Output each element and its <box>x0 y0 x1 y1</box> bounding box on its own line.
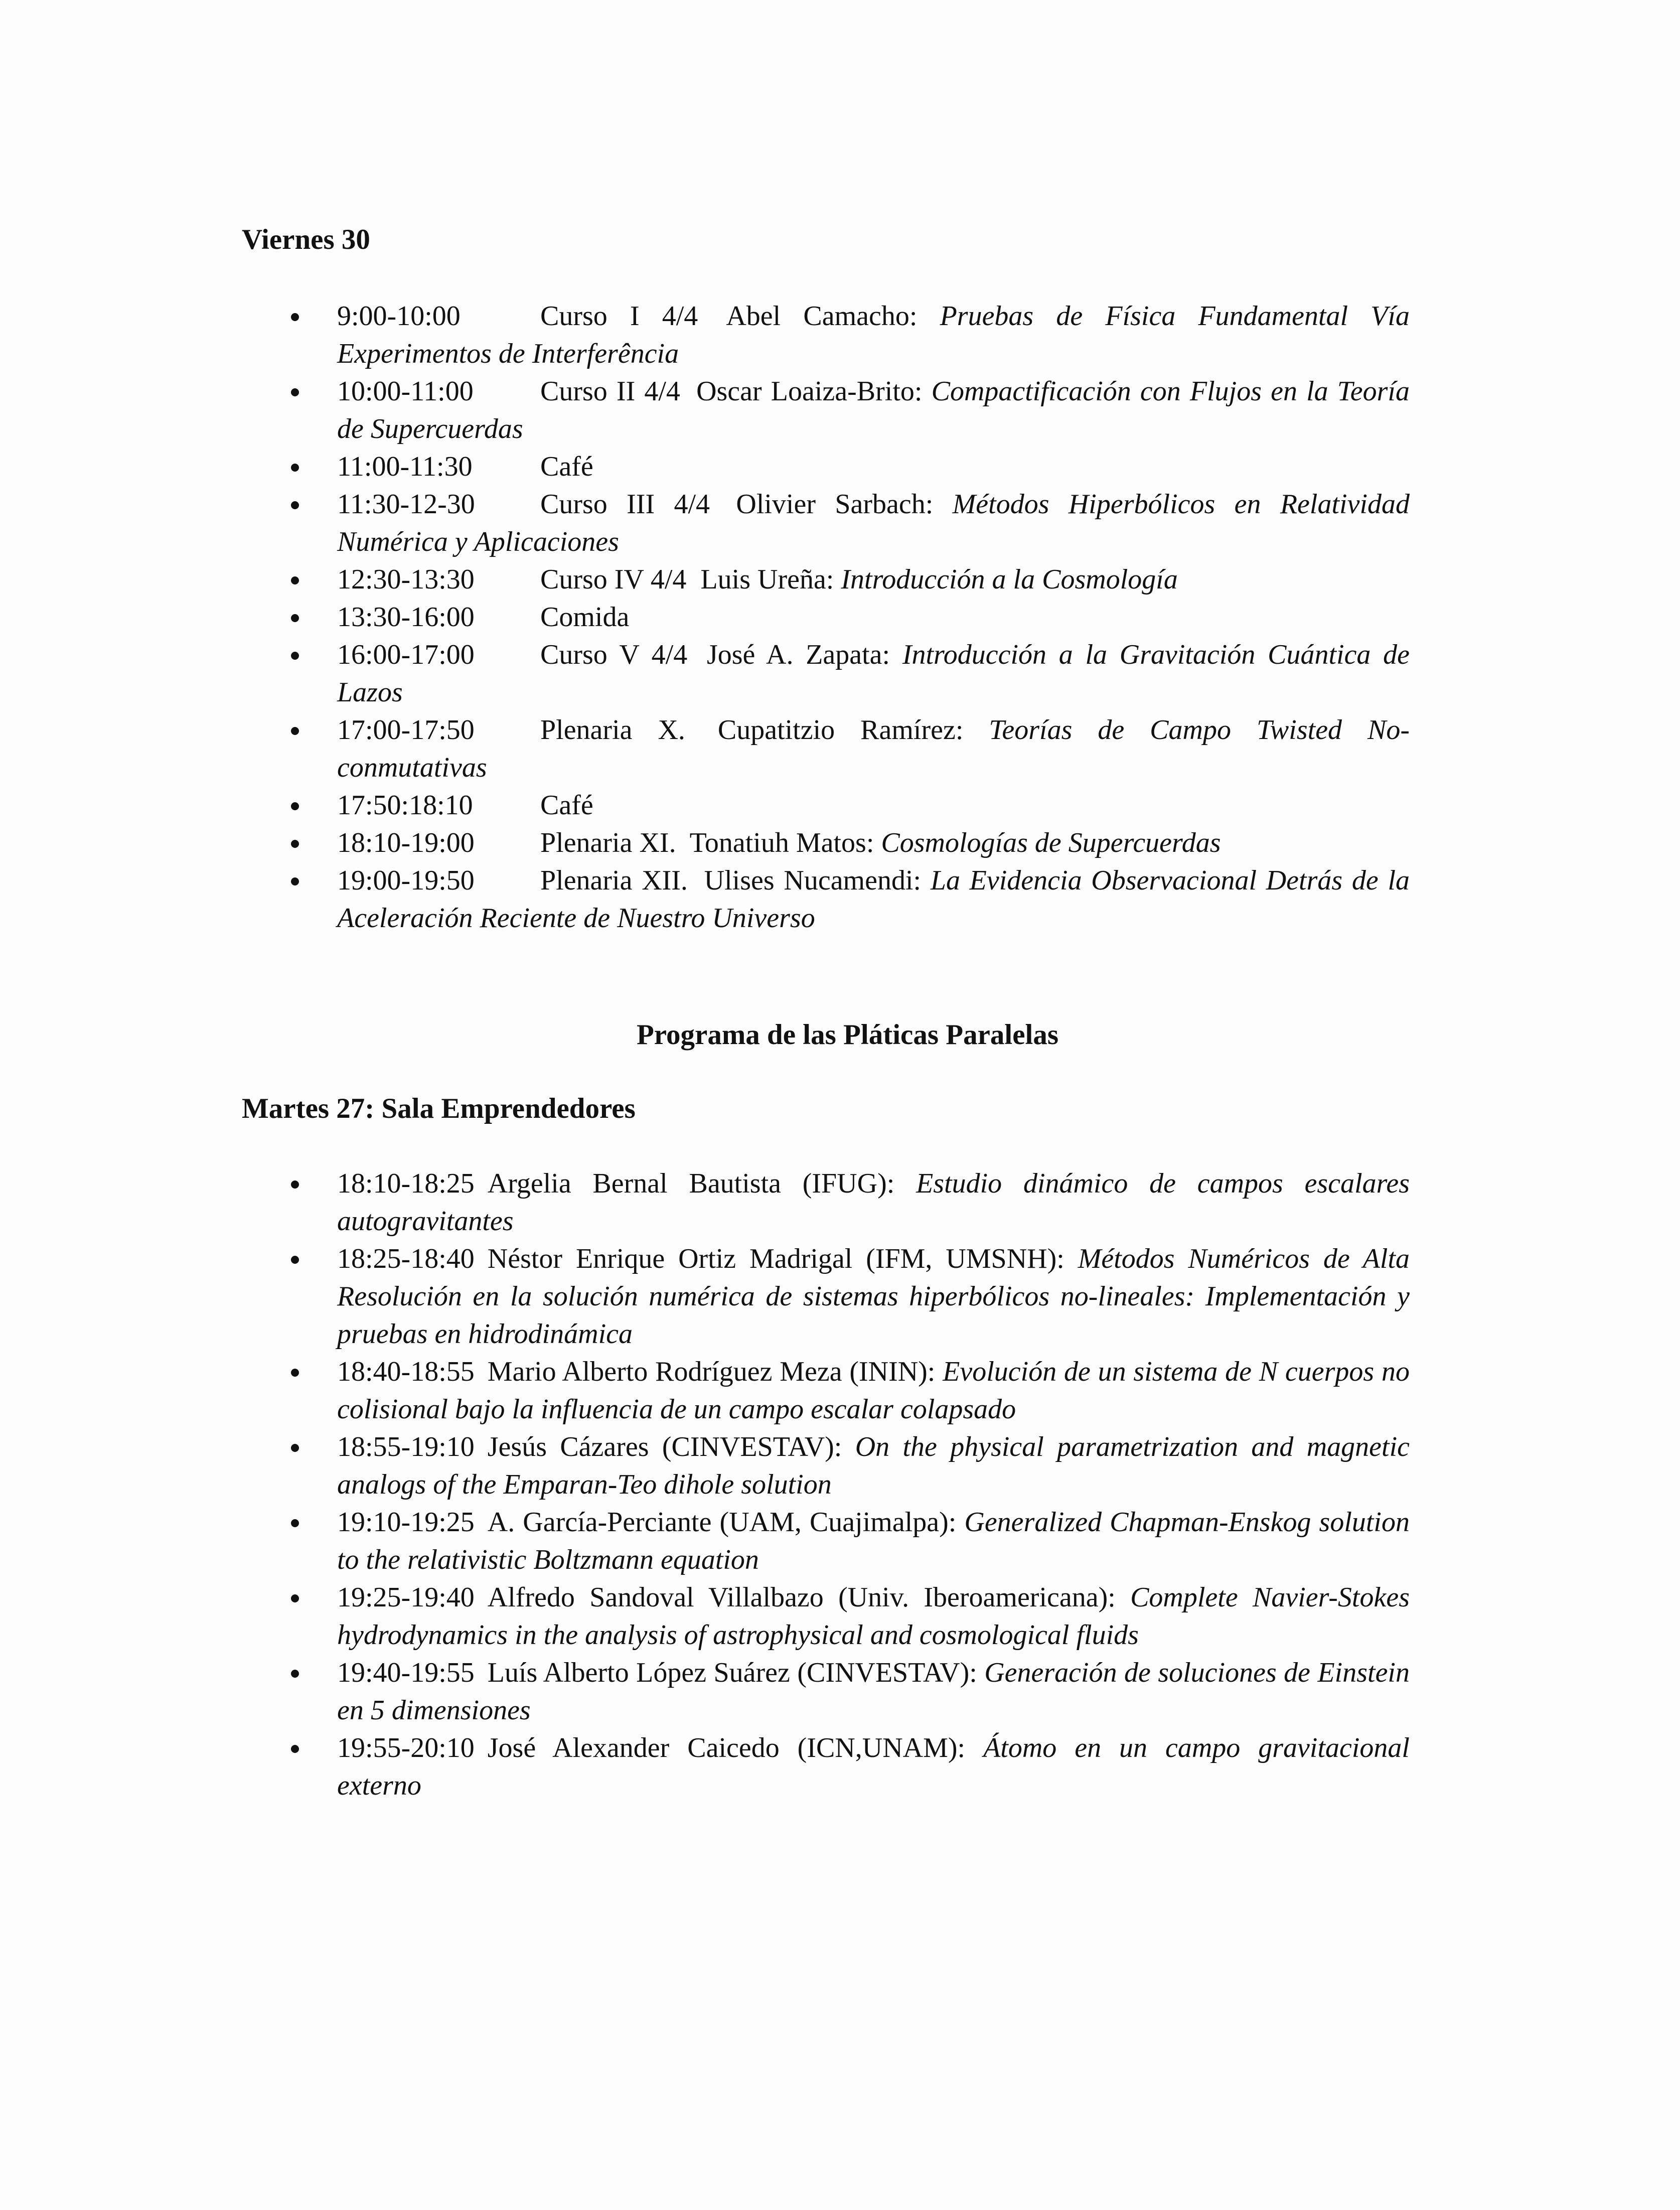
time-slot: 11:30-12-30 <box>337 489 475 520</box>
time-slot: 17:50:18:10 <box>337 790 473 821</box>
martes-schedule-list <box>281 1165 1410 1805</box>
talk-title: Introducción a la Gravitación Cuántica de Lazos <box>337 639 1410 708</box>
time-slot: 19:25-19:40 <box>337 1582 475 1613</box>
speaker-name: José A. Zapata: <box>706 639 890 670</box>
session-label: Plenaria X. <box>540 714 685 746</box>
list-item <box>281 1654 1410 1729</box>
session-label: Comida <box>540 602 630 633</box>
time-slot: 18:25-18:40 <box>337 1243 475 1274</box>
session-label: Curso III 4/4 <box>540 489 710 520</box>
talk-title: Átomo en un campo gravitacional externo <box>337 1732 1410 1801</box>
time-slot: 12:30-13:30 <box>337 564 475 595</box>
time-slot: 16:00-17:00 <box>337 639 475 670</box>
list-item <box>281 711 1410 787</box>
session-label: Plenaria XI. <box>540 827 676 858</box>
session-label: Café <box>540 790 593 821</box>
session-label: Curso I 4/4 <box>540 301 698 332</box>
speaker-name: Alfredo Sandoval Villalbazo (Univ. Iberoamericana): <box>487 1582 1116 1613</box>
list-item <box>281 862 1410 937</box>
time-slot: 19:55-20:10 <box>337 1732 475 1763</box>
talk-title: Complete Navier-Stokes hydrodynamics in the analysis of astrophysical and cosmological fluids <box>337 1582 1410 1651</box>
list-item <box>281 1579 1410 1654</box>
list-item <box>281 1729 1410 1805</box>
list-item <box>281 561 1410 599</box>
time-slot: 9:00-10:00 <box>337 301 461 332</box>
list-item <box>281 599 1410 636</box>
talk-title: Generalized Chapman-Enskog solution to the relativistic Boltzmann equation <box>337 1507 1410 1575</box>
time-slot: 18:55-19:10 <box>337 1431 475 1462</box>
talk-title: Métodos Numéricos de Alta Resolución en la solución numérica de sistemas hiperbólicos no-lineales: Implementación y pruebas en hidrodinámica <box>337 1243 1410 1350</box>
talk-title: La Evidencia Observacional Detrás de la Aceleración Reciente de Nuestro Universo <box>337 865 1410 934</box>
talk-title: Estudio dinámico de campos escalares autogravitantes <box>337 1168 1410 1237</box>
talk-title: Métodos Hiperbólicos en Relatividad Numérica y Aplicaciones <box>337 489 1410 557</box>
speaker-name: A. García-Perciante (UAM, Cuajimalpa): <box>487 1507 957 1538</box>
speaker-name: Oscar Loaiza-Brito: <box>696 376 923 407</box>
day-heading-martes: Martes 27: Sala Emprendedores <box>242 1093 636 1124</box>
speaker-name: Luis Ureña: <box>700 564 834 595</box>
list-item <box>281 373 1410 448</box>
speaker-name: Olivier Sarbach: <box>736 489 934 520</box>
speaker-name: Ulises Nucamendi: <box>704 865 922 896</box>
speaker-name: Cupatitzio Ramírez: <box>717 714 964 746</box>
talk-title: On the physical parametrization and magnetic analogs of the Emparan-Teo dihole solution <box>337 1431 1410 1500</box>
talk-title: Evolución de un sistema de N cuerpos no colisional bajo la influencia de un campo escalar colapsado <box>337 1356 1410 1425</box>
time-slot: 11:00-11:30 <box>337 451 473 482</box>
time-slot: 18:10-19:00 <box>337 827 475 858</box>
speaker-name: Argelia Bernal Bautista (IFUG): <box>487 1168 895 1199</box>
time-slot: 13:30-16:00 <box>337 602 475 633</box>
time-slot: 10:00-11:00 <box>337 376 474 407</box>
list-item <box>281 448 1410 486</box>
speaker-name: Néstor Enrique Ortiz Madrigal (IFM, UMSNH): <box>487 1243 1064 1274</box>
list-item <box>281 1428 1410 1504</box>
session-label: Café <box>540 451 593 482</box>
speaker-name: Luís Alberto López Suárez (CINVESTAV): <box>487 1657 977 1688</box>
session-label: Curso II 4/4 <box>540 376 680 407</box>
time-slot: 19:40-19:55 <box>337 1657 475 1688</box>
speaker-name: José Alexander Caicedo (ICN,UNAM): <box>487 1732 966 1763</box>
time-slot: 18:40-18:55 <box>337 1356 475 1387</box>
speaker-name: Tonatiuh Matos: <box>689 827 874 858</box>
talk-title: Introducción a la Cosmología <box>841 564 1178 595</box>
list-item <box>281 636 1410 711</box>
list-item <box>281 1165 1410 1240</box>
list-item <box>281 1240 1410 1353</box>
section-title-programa: Programa de las Pláticas Paralelas <box>636 1019 1059 1051</box>
session-label: Plenaria XII. <box>540 865 688 896</box>
talk-title: Cosmologías de Supercuerdas <box>881 827 1221 858</box>
speaker-name: Abel Camacho: <box>726 301 918 332</box>
list-item <box>281 486 1410 561</box>
time-slot: 17:00-17:50 <box>337 714 475 746</box>
time-slot: 18:10-18:25 <box>337 1168 475 1199</box>
list-item <box>281 824 1410 862</box>
session-label: Curso V 4/4 <box>540 639 688 670</box>
talk-title: Generación de soluciones de Einstein en 5 dimensiones <box>337 1657 1410 1726</box>
list-item <box>281 1353 1410 1428</box>
time-slot: 19:00-19:50 <box>337 865 475 896</box>
list-item <box>281 1504 1410 1579</box>
viernes-schedule-list <box>281 298 1410 937</box>
time-slot: 19:10-19:25 <box>337 1507 475 1538</box>
speaker-name: Jesús Cázares (CINVESTAV): <box>487 1431 842 1462</box>
day-heading-viernes: Viernes 30 <box>242 224 370 255</box>
list-item <box>281 298 1410 373</box>
talk-title: Pruebas de Física Fundamental Vía Experimentos de Interferência <box>337 301 1410 369</box>
talk-title: Compactificación con Flujos en la Teoría de Supercuerdas <box>337 376 1410 445</box>
speaker-name: Mario Alberto Rodríguez Meza (ININ): <box>487 1356 936 1387</box>
session-label: Curso IV 4/4 <box>540 564 687 595</box>
talk-title: Teorías de Campo Twisted No-conmutativas <box>337 714 1410 783</box>
list-item <box>281 787 1410 824</box>
